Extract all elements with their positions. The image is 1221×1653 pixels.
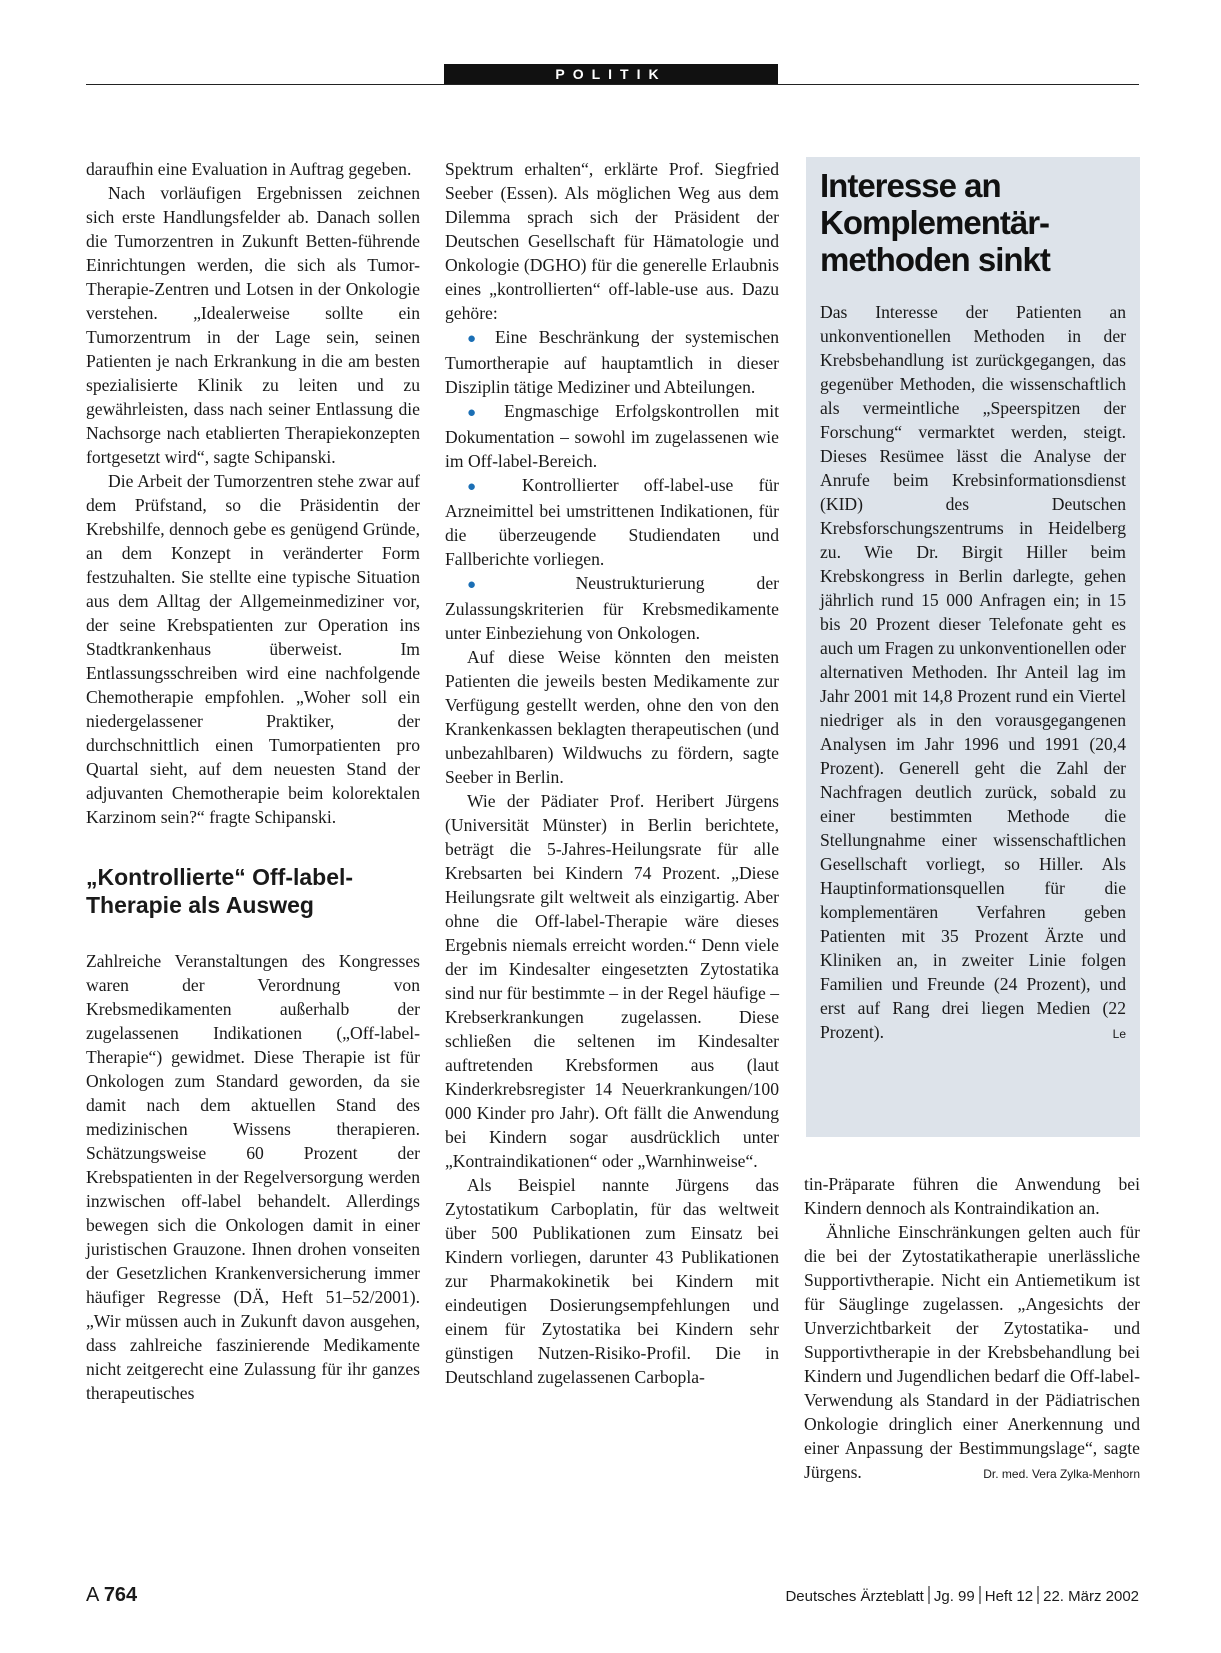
journal-issue: Heft 12 bbox=[984, 1588, 1034, 1605]
paragraph: Die Arbeit der Tumorzentren stehe zwar auf dem Prüfstand, so die Präsidentin der Krebshilfe, dennoch gebe es genügend Gründe, an dem Konzept in veränderter Form festzuhalten. Sie stellte eine typische Situation aus dem Alltag der Allgemeinmediziner vor, der seine Krebspatienten zur Operation ins Stadtkrankenhaus überweist. Im Entlassungsschreiben wird eine nachfolgende Chemotherapie empfohlen. „Woher soll ein niedergelassener Praktiker, der durchschnittlich einen Tumorpatienten pro Quartal sieht, auf dem neuesten Stand der adjuvanten Chemotherapie beim kolorektalen Karzinom sein?“ fragte Schipanski. bbox=[86, 471, 420, 827]
paragraph: Als Beispiel nannte Jürgens das Zytostatikum Carboplatin, für das weltweit über 500 Publikationen zum Einsatz bei Kindern vorliegen, darunter 43 Publikationen zur Pharmakokinetik bei Kindern mit eindeutigen Dosierungsempfehlungen und einem für Zytostatika bei Kindern sehr günstigen Nutzen-Risiko-Profil. Die in Deutschland zugelassenen Carbopla- bbox=[445, 1175, 779, 1387]
journal-info bbox=[785, 1586, 1139, 1605]
column-1 bbox=[86, 157, 420, 1405]
info-box-title: Interesse an Komplementär-methoden sinkt bbox=[820, 167, 1050, 278]
paragraph: Wie der Pädiater Prof. Heribert Jürgens (Universität Münster) in Berlin berichtete, beträgt die 5-Jahres-Heilungsrate für alle Krebsarten bei Kindern 74 Prozent. „Diese Heilungsrate gilt weltweit als einzigartig. Aber ohne die Off-label-Therapie wäre dieses Ergebnis niemals erreicht worden.“ Denn viele der im Kindesalter eingesetzten Zytostatika sind nur für bestimmte – in der Regel häufige – Krebserkrankungen zugelassen. Diese schließen die seltenen im Kindesalter auftretenden Krebsformen aus (laut Kinderkrebsregister 14 Neuerkrankungen/100 000 Kinder pro Jahr). Oft fällt die Anwendung bei Kindern sogar ausdrücklich unter „Kontraindikationen“ oder „Warnhinweise“. bbox=[445, 791, 779, 1171]
subheading: „Kontrollierte“ Off-label-Therapie als Ausweg bbox=[86, 864, 354, 918]
paragraph-text: Ähnliche Einschränkungen gelten auch für die bei der Zytostatikatherapie unerlässliche Supportivtherapie. Nicht ein Antiemetikum ist für Säuglinge zugelassen. „Angesichts der Unverzichtbarkeit der Zytostatika- und Supportivtherapie in der Krebsbehandlung bei Kindern und Jugendlichen bedarf die Off-label-Verwendung als Standard in der Pädiatrischen Onkologie dringlich einer Anerkennung und einer Anpassung der Bestimmungslage“, sagte Jürgens. bbox=[804, 1222, 1140, 1482]
bullet-text: Kontrollierter off-label-use für Arzneimittel bei umstrittenen Indikationen, für die überzeugende Studiendaten und Fallberichte vorliegen. bbox=[445, 475, 779, 569]
bullet-item bbox=[445, 399, 779, 473]
info-box-signature: Le bbox=[1112, 1027, 1126, 1041]
journal-date: 22. März 2002 bbox=[1043, 1588, 1139, 1605]
paragraph: Nach vorläufigen Ergebnissen zeichnen sich erste Handlungsfelder ab. Danach sollen die Tumorzentren in Zukunft Betten-führende Einrichtungen werden, die sich als Tumor-Therapie-Zentren und Lotsen in der Onkologie verstehen. „Idealerweise sollte ein Tumorzentrum in der Lage sein, seinen Patienten je nach Erkrankung in die am besten spezialisierte Klinik zu leiten und zu gewährleisten, dass nach seiner Entlassung die Nachsorge nach etablierten Therapiekonzepten fortgesetzt wird“, sagte Schipanski. bbox=[86, 183, 420, 467]
bullet-text: Eine Beschränkung der systemischen Tumortherapie auf hauptamtlich in dieser Disziplin tätige Mediziner und Abteilungen. bbox=[445, 327, 779, 397]
separator bbox=[1037, 1586, 1039, 1604]
page-number-value: 764 bbox=[103, 1584, 138, 1606]
page-prefix: A bbox=[86, 1584, 99, 1606]
paragraph: daraufhin eine Evaluation in Auftrag gegeben. bbox=[86, 159, 412, 179]
page-footer bbox=[86, 1584, 1139, 1610]
bullet-icon: ● bbox=[467, 331, 484, 347]
journal-name: Deutsches Ärzteblatt bbox=[785, 1588, 924, 1605]
bullet-item bbox=[445, 325, 779, 399]
separator bbox=[928, 1586, 930, 1604]
bullet-icon: ● bbox=[467, 577, 524, 593]
bullet-item bbox=[445, 571, 779, 645]
journal-volume: Jg. 99 bbox=[933, 1588, 975, 1605]
info-box-text bbox=[820, 300, 1126, 1044]
paragraph: Zahlreiche Veranstaltungen des Kongresses waren der Verordnung von Krebsmedikamenten außerhalb der zugelassenen Indikationen („Off-label-Therapie“) gewidmet. Diese Therapie ist für Onkologen zum Standard geworden, da sie damit nach dem aktuellen Stand des medizinischen Wissens therapieren. Schätzungsweise 60 Prozent der Krebspatienten in der Regelversorgung werden inzwischen off-label behandelt. Allerdings bewegen sich die Onkologen damit in einer juristischen Grauzone. Ihnen drohen vonseiten der Gesetzlichen Krankenversicherung immer häufiger Regresse (DÄ, Heft 51–52/2001). „Wir müssen auch in Zukunft davon ausgehen, dass zahlreiche faszinierende Medikamente nicht zeitgerecht eine Zulassung für ihr ganzes therapeutisches bbox=[86, 951, 420, 1403]
paragraph: Spektrum erhalten“, erklärte Prof. Siegfried Seeber (Essen). Als möglichen Weg aus dem Dilemma sprach sich der Präsident der Deutschen Gesellschaft für Hämatologie und Onkologie (DGHO) für die generelle Erlaubnis eines „kontrollierten“ off-lable-use aus. Dazu gehöre: bbox=[445, 159, 779, 323]
bullet-icon: ● bbox=[467, 479, 497, 495]
paragraph: Auf diese Weise könnten den meisten Patienten die jeweils besten Medikamente zur Verfügung gestellt werden, ohne den von den Krankenkassen beklagten therapeutischen (und unbezahlbaren) Wildwuchs zu fördern, sagte Seeber in Berlin. bbox=[445, 647, 779, 787]
separator bbox=[979, 1586, 981, 1604]
bullet-item bbox=[445, 473, 779, 571]
section-label: POLITIK bbox=[444, 64, 778, 85]
info-box bbox=[806, 157, 1140, 1137]
bullet-text: Engmaschige Erfolgskontrollen mit Dokumentation – sowohl im zugelassenen wie im Off-label-Bereich. bbox=[445, 401, 779, 471]
column-3 bbox=[804, 1172, 1140, 1486]
bullet-icon: ● bbox=[467, 405, 488, 421]
page-number bbox=[86, 1584, 137, 1607]
info-box-body: Das Interesse der Patienten an unkonventionellen Methoden in der Krebsbehandlung ist zurückgegangen, das gegenüber Methoden, die wissenschaftlich als vermeintliche „Speerspitzen der Forschung“ vermarktet werden, steigt. Dieses Resümee lässt die Analyse der Anrufe beim Krebsinformationsdienst (KID) des Deutschen Krebsforschungszentrums in Heidelberg zu. Wie Dr. Birgit Hiller beim Krebskongress in Berlin darlegte, gehen jährlich rund 15 000 Anfragen ein; in 15 bis 20 Prozent dieser Telefonate geht es auch um Fragen zu unkonventionellen oder alternativen Methoden. Ihr Anteil lag im Jahr 2001 mit 14,8 Prozent rund ein Viertel niedriger als in den vorausgegangenen Analysen im Jahr 1996 und 1991 (20,4 Prozent). Generell geht die Zahl der Nachfragen deutlich zurück, sobald zu einer bestimmten Methode die Stellungnahme einer wissenschaftlichen Gesellschaft vorliegt, so Hiller. Als Hauptinformationsquellen für die komplementären Verfahren geben Patienten mit 35 Prozent Ärzte und Kliniken an, in zweiter Linie folgen Familien und Freunde (24 Prozent), und erst auf Rang drei liegen Medien (22 Prozent). bbox=[820, 302, 1126, 1042]
paragraph: tin-Präparate führen die Anwendung bei Kindern dennoch als Kontraindikation an. bbox=[804, 1174, 1140, 1218]
header-rule bbox=[86, 84, 1139, 85]
bullet-text: Neustrukturierung der Zulassungskriterien für Krebsmedikamente unter Einbeziehung von Onkologen. bbox=[445, 573, 780, 643]
paragraph bbox=[804, 1220, 1140, 1484]
author-signature: Dr. med. Vera Zylka-Menhorn bbox=[983, 1467, 1140, 1481]
column-2 bbox=[445, 157, 779, 1389]
